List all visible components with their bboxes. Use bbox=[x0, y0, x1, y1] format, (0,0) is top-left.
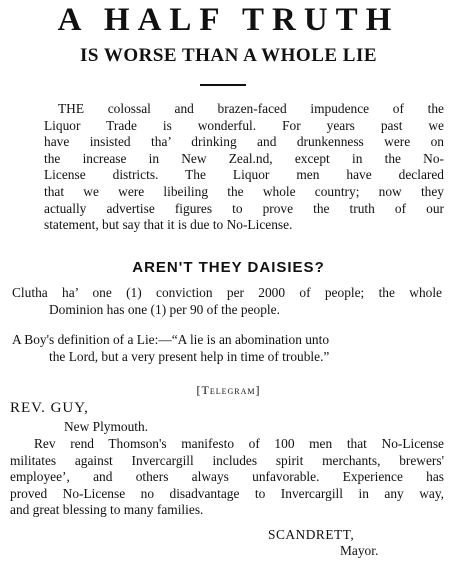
signature-title: Mayor. bbox=[340, 543, 379, 558]
addressee-location: New Plymouth. bbox=[64, 419, 149, 434]
intro-line: the increase in New Zeal.nd, except in the No- bbox=[44, 150, 444, 166]
telegram-body bbox=[10, 436, 444, 519]
subheadline: IS WORSE THAN A WHOLE LIE bbox=[79, 45, 378, 66]
telegram-label bbox=[0, 383, 457, 398]
definition-line: the Lord, but a very present help in time of trouble.” bbox=[49, 348, 330, 364]
definition-paragraph bbox=[12, 332, 442, 365]
intro-line: License districts. The Liquor men have declared bbox=[44, 167, 444, 183]
clutha-line: Clutha ha’ one (1) conviction per 2000 of people; the whole bbox=[12, 285, 442, 300]
intro-line: Liquor Trade is wonderful. For years past we bbox=[44, 117, 444, 133]
intro-line: THE colossal and brazen-faced impudence of the bbox=[58, 101, 444, 116]
headline: A HALF TRUTH bbox=[57, 2, 400, 38]
intro-line: actually advertise figures to prove the truth of our bbox=[44, 200, 444, 216]
telegram-line: employee’, and others always unfavorable. Experience has bbox=[10, 469, 444, 485]
telegram-line: and great blessing to many families. bbox=[10, 502, 204, 518]
telegram-line: Rev rend Thomson's manifesto of 100 men that No-License bbox=[34, 436, 444, 451]
clutha-line: Dominion has one (1) per 90 of the people. bbox=[49, 301, 280, 317]
telegram-line: proved No-License no disadvantage to Invercargill in any way, bbox=[10, 485, 444, 501]
intro-line: that we were libeiling the whole country; now they bbox=[44, 183, 444, 199]
intro-line: have insisted tha’ drinking and drunkenness were on bbox=[44, 134, 444, 150]
divider-rule bbox=[200, 84, 246, 86]
telegram-line: militates against Invercargill includes spirit merchants, brewers' bbox=[10, 452, 444, 468]
signature: SCANDRETT, bbox=[268, 527, 355, 542]
addressee: REV. GUY, bbox=[10, 400, 89, 416]
intro-line: statement, but say that it is due to No-License. bbox=[44, 217, 293, 233]
intro-paragraph bbox=[44, 101, 444, 234]
telegram-label-text: [Telegram] bbox=[196, 383, 261, 397]
definition-line: A Boy's definition of a Lie:—“A lie is an abomination unto bbox=[12, 332, 330, 347]
clutha-paragraph bbox=[12, 285, 442, 318]
daisies-heading: AREN'T THEY DAISIES? bbox=[132, 259, 325, 276]
